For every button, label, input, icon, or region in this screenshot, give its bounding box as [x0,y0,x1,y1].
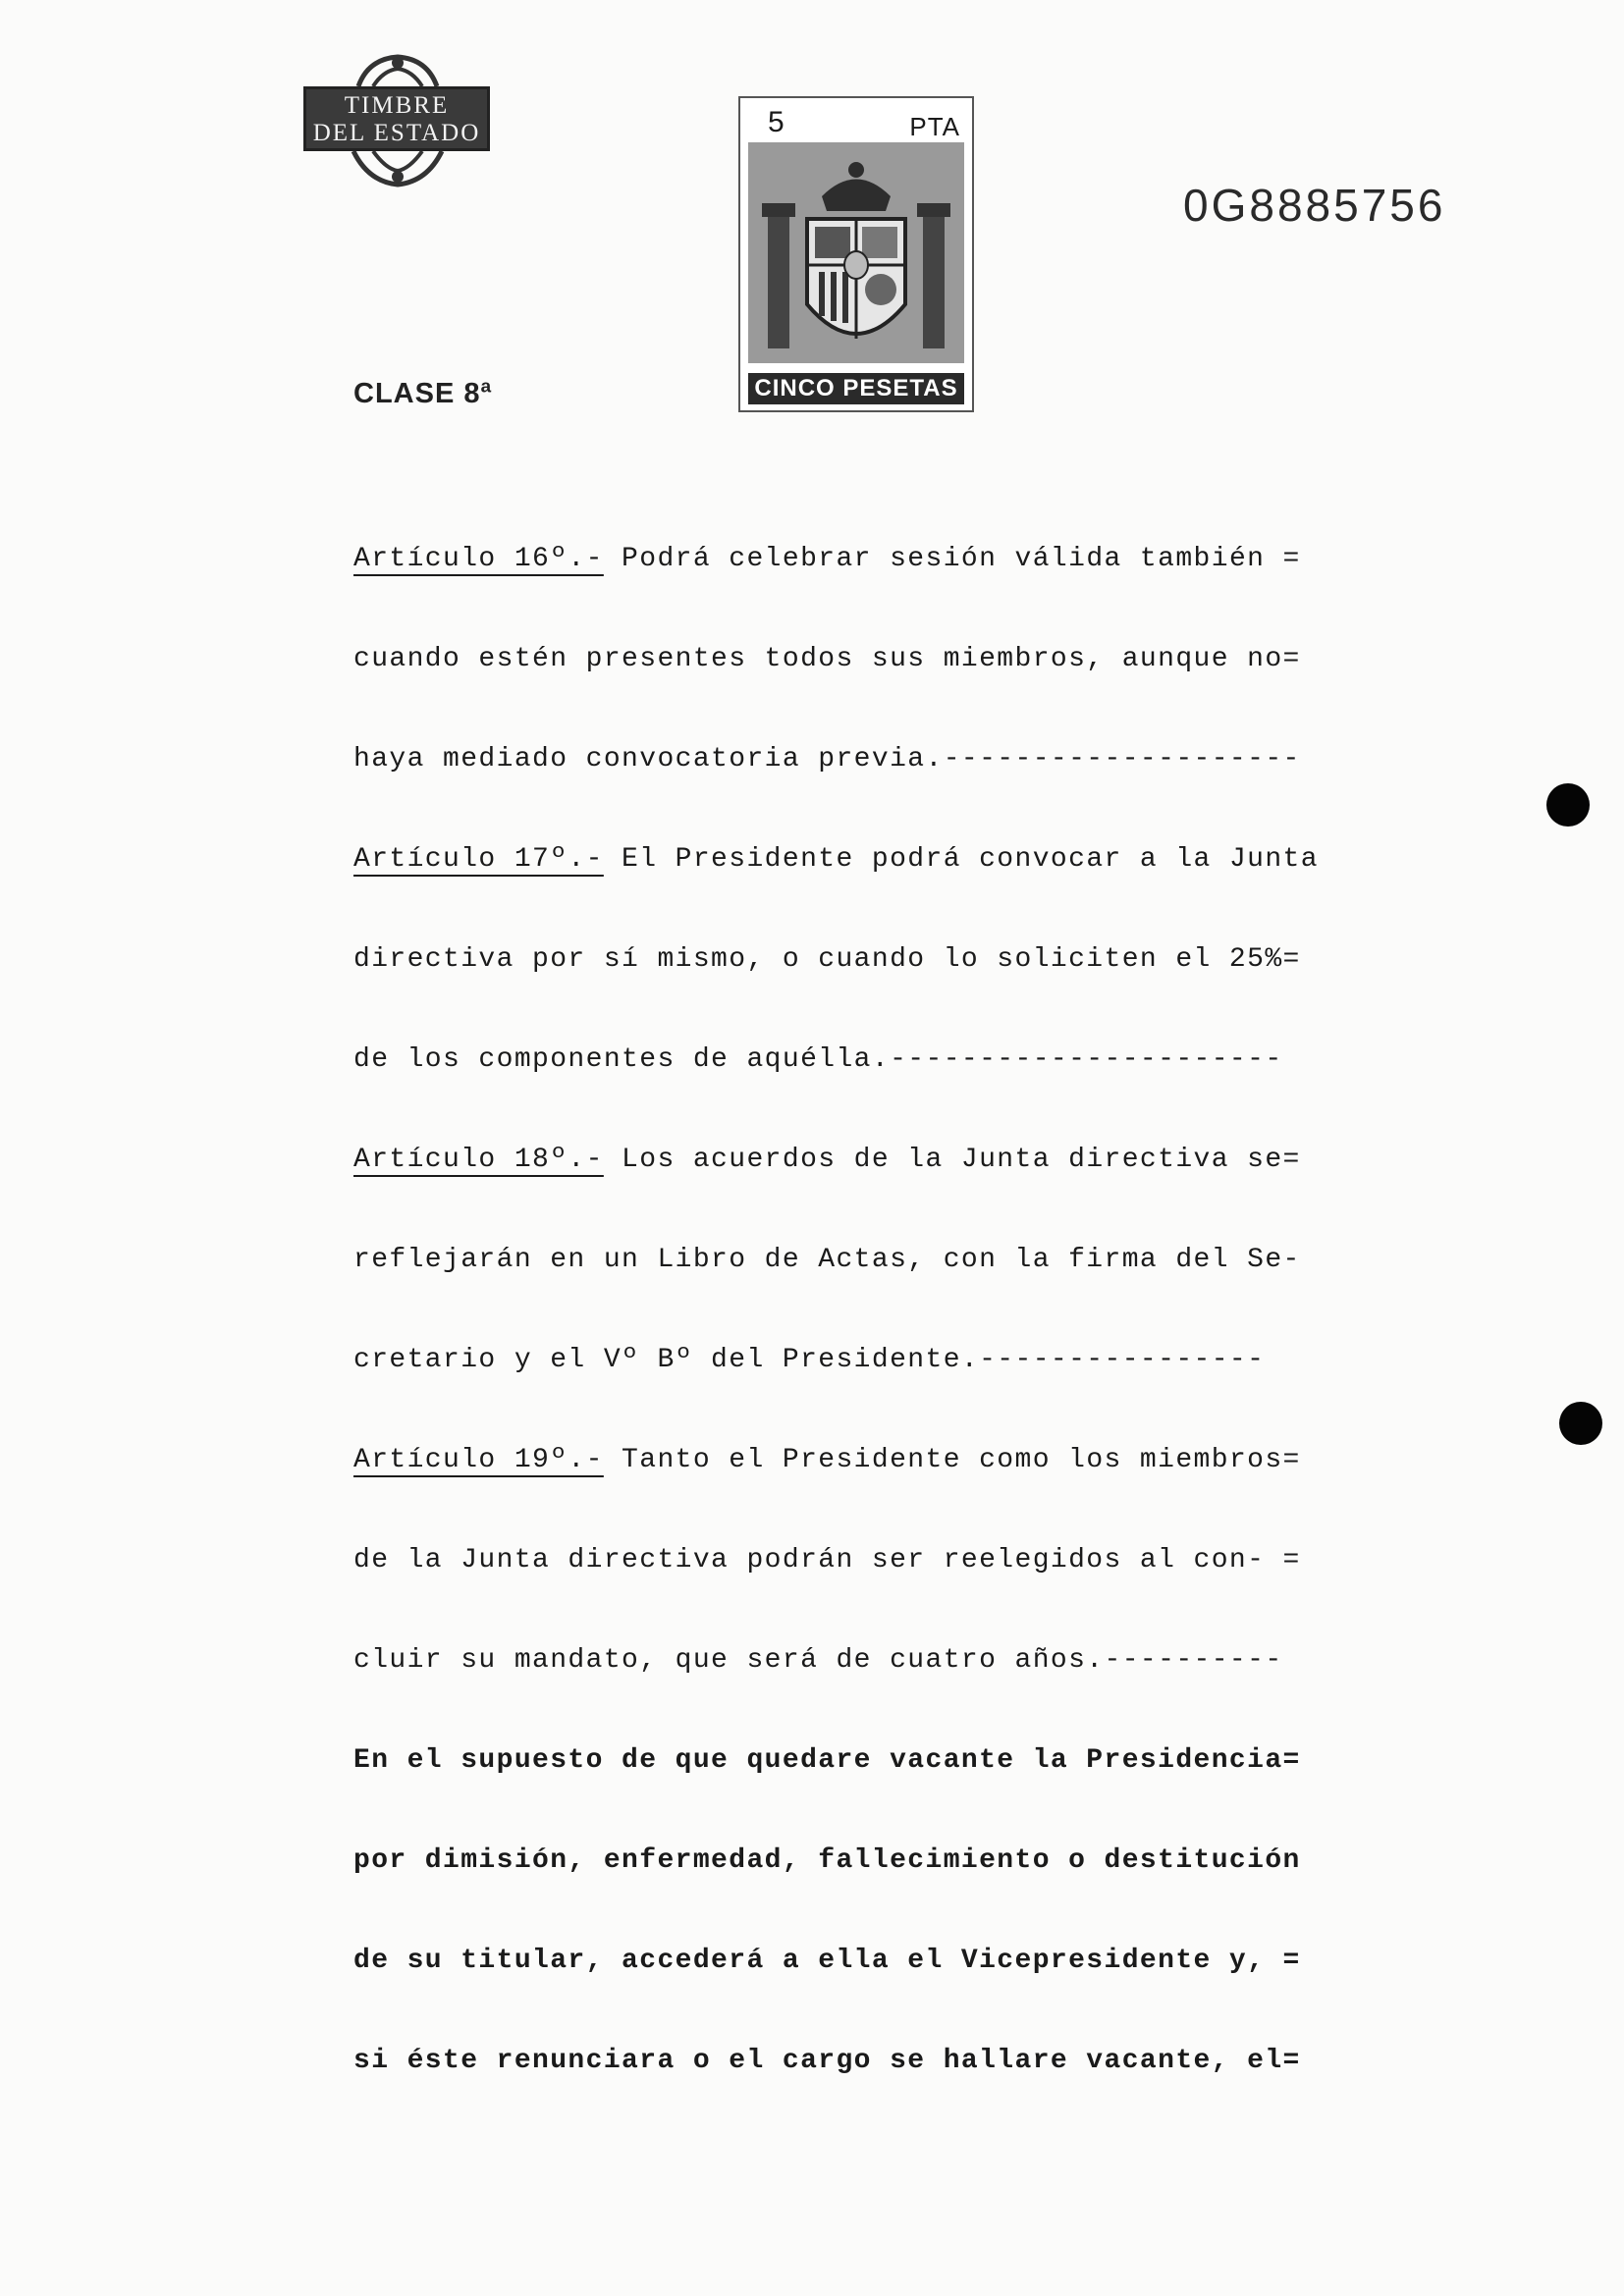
stamp-currency: PTA [909,112,960,141]
punch-hole-top [1546,783,1590,827]
text-line [353,935,1434,1036]
text-line [353,535,1434,635]
stamp-band: CINCO PESETAS [748,373,964,404]
text-line [353,1336,1434,1436]
line-text: reflejarán en un Libro de Actas, con la firma del Se- [353,1245,1301,1275]
punch-hole-bottom [1559,1402,1602,1445]
line-text: de los componentes de aquélla.---------------------- [353,1044,1283,1075]
line-text: Los acuerdos de la Junta directiva se= [603,1145,1301,1175]
class-label: CLASE 8ª [353,378,493,409]
text-line [353,1636,1434,1736]
article-heading: Artículo 18º.- [353,1145,604,1175]
article-heading: Artículo 17º.- [353,844,604,875]
seal-line-1: TIMBRE [344,92,450,119]
text-line [353,1136,1434,1236]
text-line [353,1837,1434,1937]
text-line [353,1236,1434,1336]
text-line [353,1436,1434,1536]
line-text: El Presidente podrá convocar a la Junta [603,844,1319,875]
text-line [353,2037,1434,2137]
text-line [353,635,1434,735]
line-text: Podrá celebrar sesión válida también = [603,544,1301,574]
stamp-value: 5 [768,106,785,138]
line-text: si éste renunciara o el cargo se hallare vacante, el= [353,2046,1301,2076]
text-line [353,1036,1434,1136]
text-line [353,1536,1434,1636]
serial-number: 0G8885756 [1183,180,1446,231]
line-text: Tanto el Presidente como los miembros= [603,1445,1301,1475]
line-text: cuando estén presentes todos sus miembros, aunque no= [353,644,1301,674]
document-body [353,535,1434,2137]
text-line [353,835,1434,935]
timbre-del-estado-seal [299,49,496,191]
article-heading: Artículo 19º.- [353,1445,604,1475]
coat-of-arms-icon [748,142,964,363]
text-line [353,735,1434,835]
line-text: por dimisión, enfermedad, fallecimiento o destitución [353,1845,1301,1876]
text-line [353,1736,1434,1837]
text-line [353,1937,1434,2037]
seal-line-2: DEL ESTADO [312,120,481,146]
line-text: de la Junta directiva podrán ser reelegidos al con- = [353,1545,1301,1575]
revenue-stamp [738,96,974,412]
line-text: de su titular, accederá a ella el Vicepresidente y, = [353,1946,1301,1976]
seal-plate [303,86,490,151]
line-text: haya mediado convocatoria previa.-------------------- [353,744,1301,774]
article-heading: Artículo 16º.- [353,544,604,574]
line-text: cluir su mandato, que será de cuatro años.---------- [353,1645,1283,1676]
line-text: directiva por sí mismo, o cuando lo soliciten el 25%= [353,944,1301,975]
line-text: En el supuesto de que quedare vacante la Presidencia= [353,1745,1301,1776]
line-text: cretario y el Vº Bº del Presidente.---------------- [353,1345,1266,1375]
